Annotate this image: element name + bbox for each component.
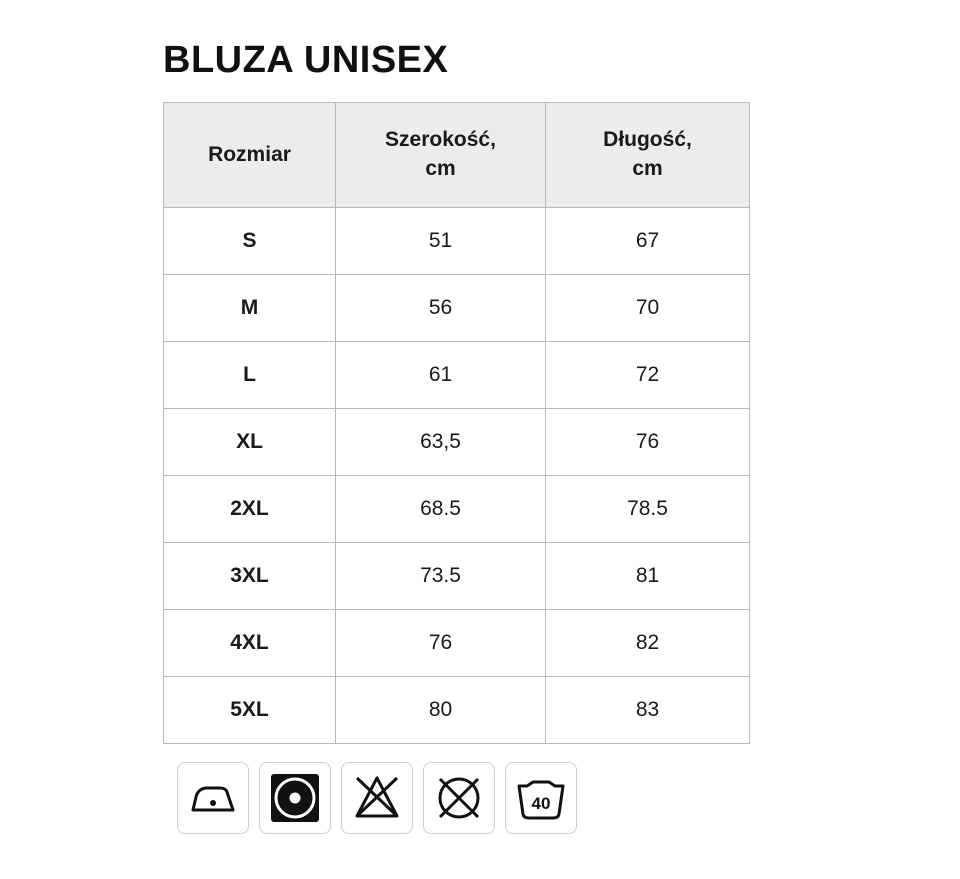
column-header-width-line2: cm bbox=[425, 156, 456, 180]
care-symbols-row bbox=[177, 762, 763, 834]
cell-length: 81 bbox=[546, 542, 750, 609]
cell-length: 76 bbox=[546, 408, 750, 475]
table-row bbox=[164, 341, 750, 408]
cell-size: M bbox=[164, 274, 336, 341]
cell-length: 67 bbox=[546, 207, 750, 274]
page-title: BLUZA UNISEX bbox=[163, 39, 449, 81]
column-header-width-line1: Szerokość, bbox=[385, 128, 496, 152]
cell-width: 76 bbox=[336, 609, 546, 676]
table-row bbox=[164, 274, 750, 341]
table-row bbox=[164, 408, 750, 475]
cell-width: 51 bbox=[336, 207, 546, 274]
cell-size: S bbox=[164, 207, 336, 274]
cell-width: 56 bbox=[336, 274, 546, 341]
cell-size: L bbox=[164, 341, 336, 408]
cell-length: 72 bbox=[546, 341, 750, 408]
cell-length: 83 bbox=[546, 676, 750, 743]
iron-one-dot-icon bbox=[177, 762, 249, 834]
wash-40-icon bbox=[505, 762, 577, 834]
wash-temperature-label: 40 bbox=[531, 793, 551, 813]
cell-width: 80 bbox=[336, 676, 546, 743]
table-body bbox=[164, 207, 750, 743]
cell-length: 82 bbox=[546, 609, 750, 676]
column-header-length-line1: Długość, bbox=[603, 128, 692, 152]
table-header bbox=[164, 102, 750, 207]
column-header-size-line1: Rozmiar bbox=[208, 142, 291, 166]
column-header-length bbox=[546, 102, 750, 207]
column-header-width bbox=[336, 102, 546, 207]
cell-width: 68.5 bbox=[336, 475, 546, 542]
cell-width: 61 bbox=[336, 341, 546, 408]
table-row bbox=[164, 676, 750, 743]
cell-size: 2XL bbox=[164, 475, 336, 542]
cell-width: 73.5 bbox=[336, 542, 546, 609]
table-row bbox=[164, 609, 750, 676]
do-not-dry-clean-icon bbox=[423, 762, 495, 834]
table-header-row bbox=[164, 102, 750, 207]
table-row bbox=[164, 542, 750, 609]
column-header-length-line2: cm bbox=[632, 156, 663, 180]
cell-size: 5XL bbox=[164, 676, 336, 743]
column-header-size bbox=[164, 102, 336, 207]
size-chart-page bbox=[163, 40, 763, 834]
cell-length: 70 bbox=[546, 274, 750, 341]
cell-width: 63,5 bbox=[336, 408, 546, 475]
cell-length: 78.5 bbox=[546, 475, 750, 542]
table-row bbox=[164, 475, 750, 542]
do-not-bleach-icon bbox=[341, 762, 413, 834]
cell-size: XL bbox=[164, 408, 336, 475]
size-table bbox=[163, 102, 750, 744]
cell-size: 4XL bbox=[164, 609, 336, 676]
cell-size: 3XL bbox=[164, 542, 336, 609]
tumble-dry-normal-icon bbox=[259, 762, 331, 834]
table-row bbox=[164, 207, 750, 274]
